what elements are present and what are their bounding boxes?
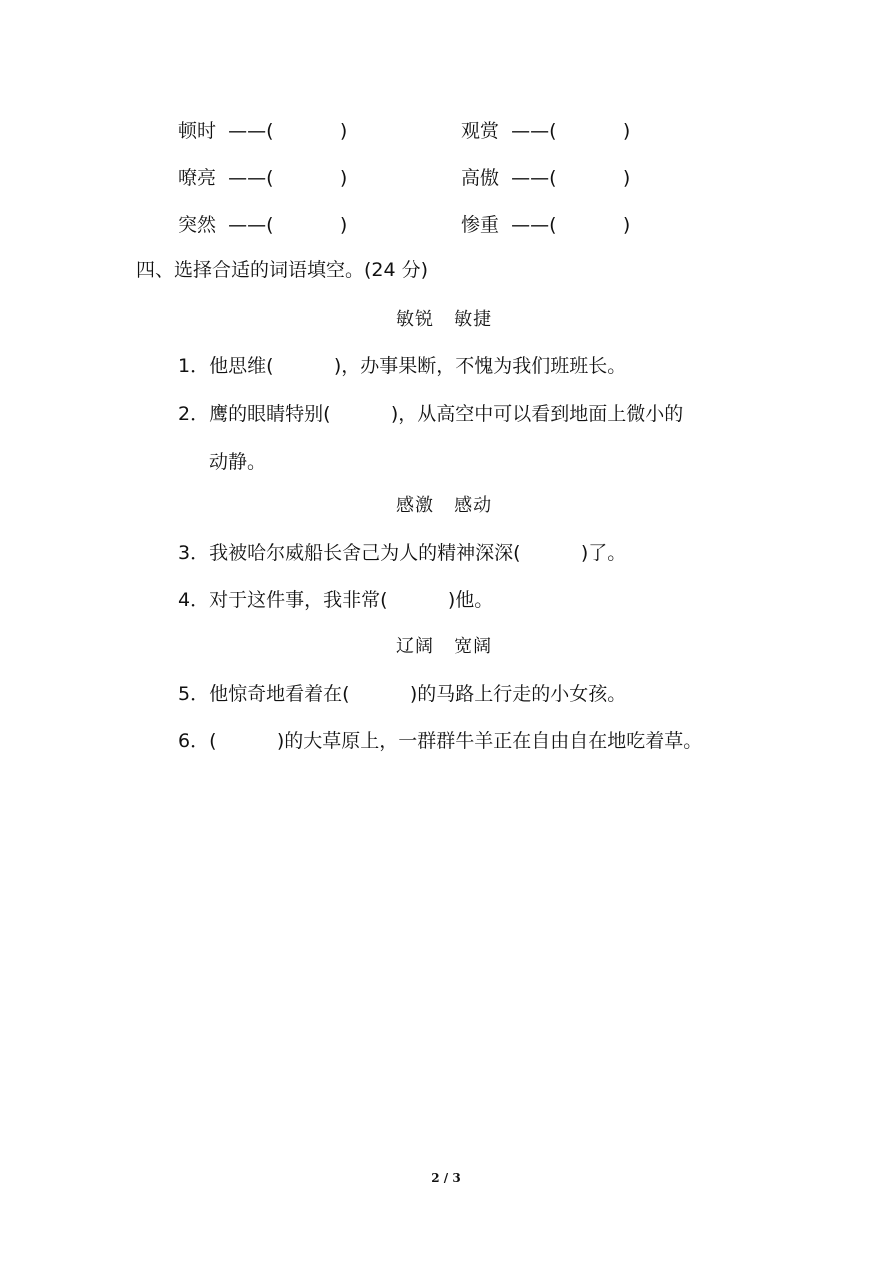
question-1: 1．他思维( )，办事果断，不愧为我们班班长。 <box>178 355 627 377</box>
question-5: 5．他惊奇地看着在( )的马路上行走的小女孩。 <box>178 683 627 705</box>
page-number: 2 / 3 <box>431 1171 461 1185</box>
synonym-row-2-right: 高傲 ——( ) <box>461 167 631 189</box>
synonym-row-2-left: 嘹亮 ——( ) <box>178 167 348 189</box>
synonym-row-3-left: 突然 ——( ) <box>178 214 348 236</box>
question-4: 4．对于这件事，我非常( )他。 <box>178 589 494 611</box>
question-2: 2．鹰的眼睛特别( )，从高空中可以看到地面上微小的 <box>178 403 684 425</box>
question-6: 6．( )的大草原上，一群群牛羊正在自由自在地吃着草。 <box>178 730 703 752</box>
synonym-row-3-right: 惨重 ——( ) <box>461 214 631 236</box>
synonym-row-1-right: 观赏 ——( ) <box>461 120 631 142</box>
question-3: 3．我被哈尔威船长舍己为人的精神深深( )了。 <box>178 542 627 564</box>
synonym-row-1-left: 顿时 ——( ) <box>178 120 348 142</box>
section-4-heading: 四、选择合适的词语填空。(24 分) <box>136 259 429 281</box>
word-options-3: 辽阔 宽阔 <box>396 636 493 657</box>
word-options-2: 感激 感动 <box>396 495 493 516</box>
word-options-1: 敏锐 敏捷 <box>396 309 493 330</box>
question-2-continued: 动静。 <box>209 451 267 473</box>
